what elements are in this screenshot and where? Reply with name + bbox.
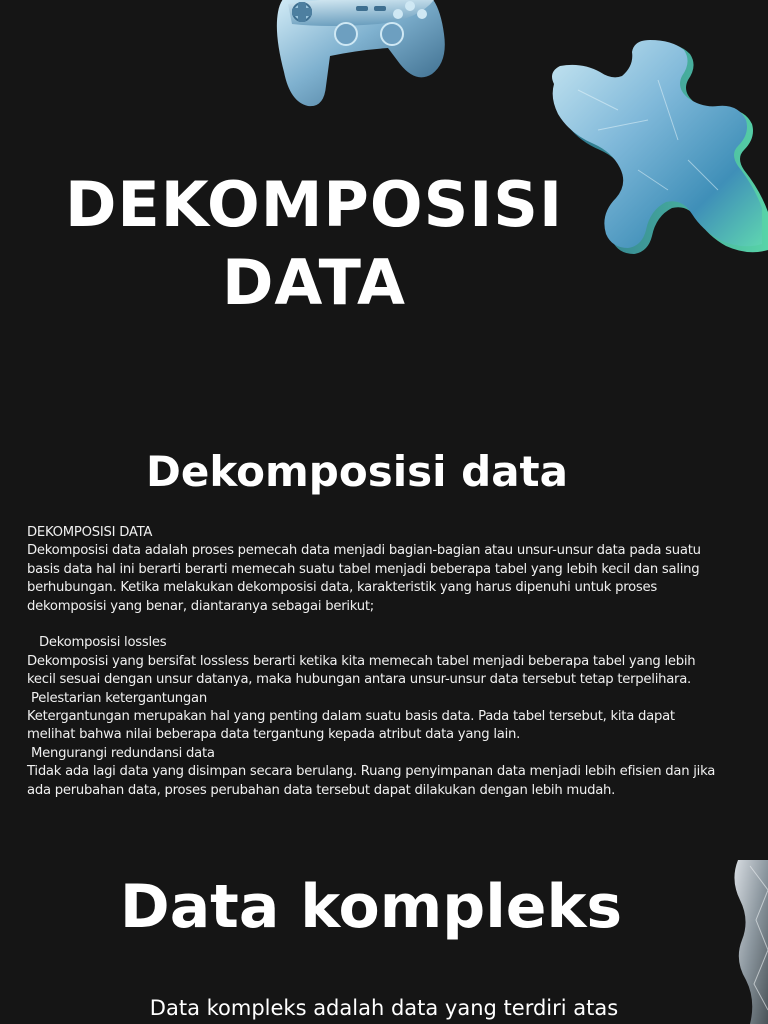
paragraph-line: dekomposisi yang benar, diantaranya sebagai berikut;	[27, 598, 374, 614]
paragraph-line: DEKOMPOSISI DATA	[27, 525, 153, 540]
section-body-dekomposisi	[27, 524, 743, 800]
paragraph-line: Dekomposisi data adalah proses pemecah data menjadi bagian-bagian atau unsur-unsur data pada suatu	[27, 543, 701, 559]
gamepad-icon	[268, 0, 450, 112]
subheading-lossles: Dekomposisi lossles	[39, 635, 167, 651]
subheading-redundansi: Mengurangi redundansi data	[31, 745, 215, 761]
paragraph-line: berhubungan. Ketika melakukan dekomposisi data, karakteristik yang harus dipenuhi untuk proses	[27, 580, 658, 596]
paragraph-line: kecil sesuai dengan unsur datanya, maka hubungan antara unsur-unsur data tersebut tetap terpelihara.	[27, 672, 692, 688]
subheading-pelestarian: Pelestarian ketergantungan	[31, 690, 207, 706]
section-heading-dekomposisi: Dekomposisi data	[146, 447, 568, 496]
page-title	[40, 166, 588, 322]
paragraph-line: basis data hal ini berarti berarti memecah suatu tabel menjadi beberapa tabel yang lebih kecil dan saling	[27, 561, 700, 577]
paragraph-line: Ketergantungan merupakan hal yang penting dalam suatu basis data. Pada tabel tersebut, kita dapat	[27, 709, 675, 725]
section-intro-data-kompleks: Data kompleks adalah data yang terdiri atas	[149, 996, 619, 1020]
paragraph-line: Tidak ada lagi data yang disimpan secara berulang. Ruang penyimpanan data menjadi lebih efisien dan jika	[27, 764, 716, 780]
page-title-line-1: DEKOMPOSISI	[64, 168, 564, 241]
paragraph-line: Dekomposisi yang bersifat lossless berarti ketika kita memecah tabel menjadi beberapa tabel yang lebih	[27, 653, 696, 669]
section-heading-data-kompleks: Data kompleks	[119, 872, 623, 942]
page-title-line-2: DATA	[221, 246, 407, 319]
paragraph-line: melihat bahwa nilai beberapa data tergantung kepada atribut data yang lain.	[27, 727, 521, 743]
paragraph-line: ada perubahan data, proses perubahan data tersebut dapat dilakukan dengan lebih mudah.	[27, 782, 616, 798]
paragraph-gap	[27, 616, 743, 634]
